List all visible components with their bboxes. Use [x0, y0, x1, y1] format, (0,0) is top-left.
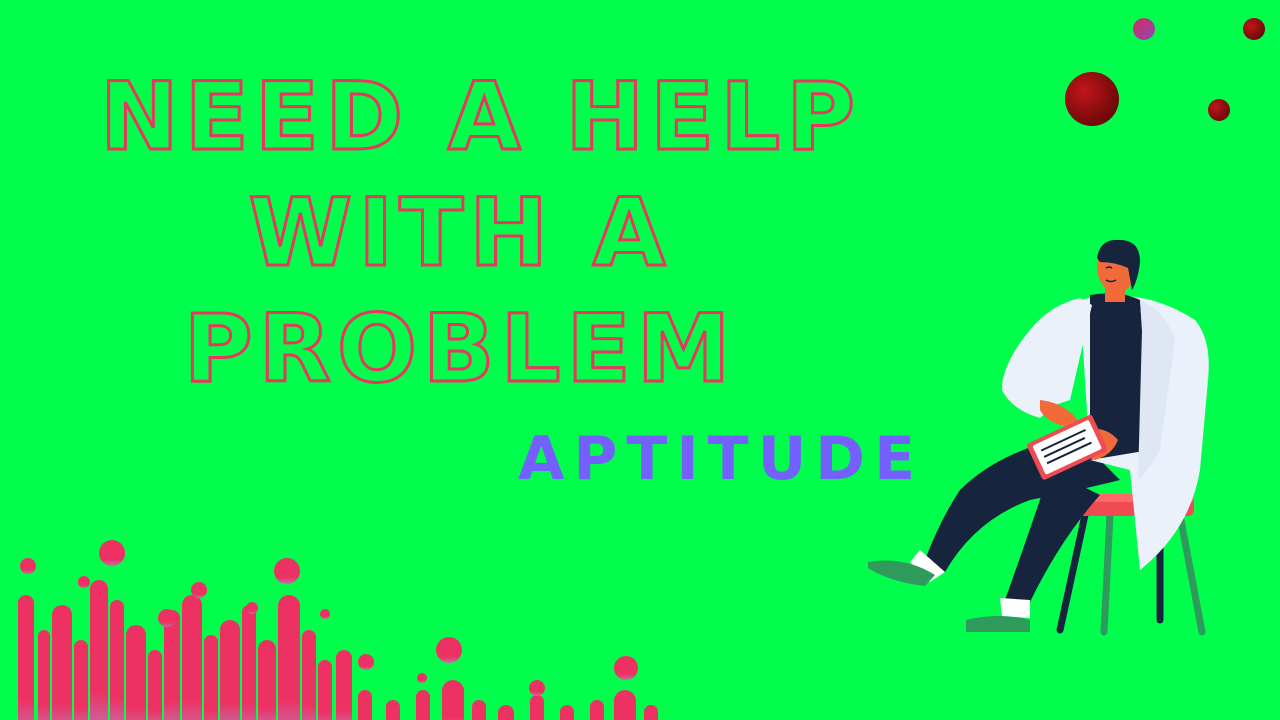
headline-line-3: PROBLEM [183, 295, 737, 404]
headline [100, 60, 861, 408]
subtitle: APTITUDE [518, 424, 925, 494]
headline-line-1: NEED A HELP [100, 63, 861, 172]
headline-line-2: WITH A [248, 179, 672, 288]
